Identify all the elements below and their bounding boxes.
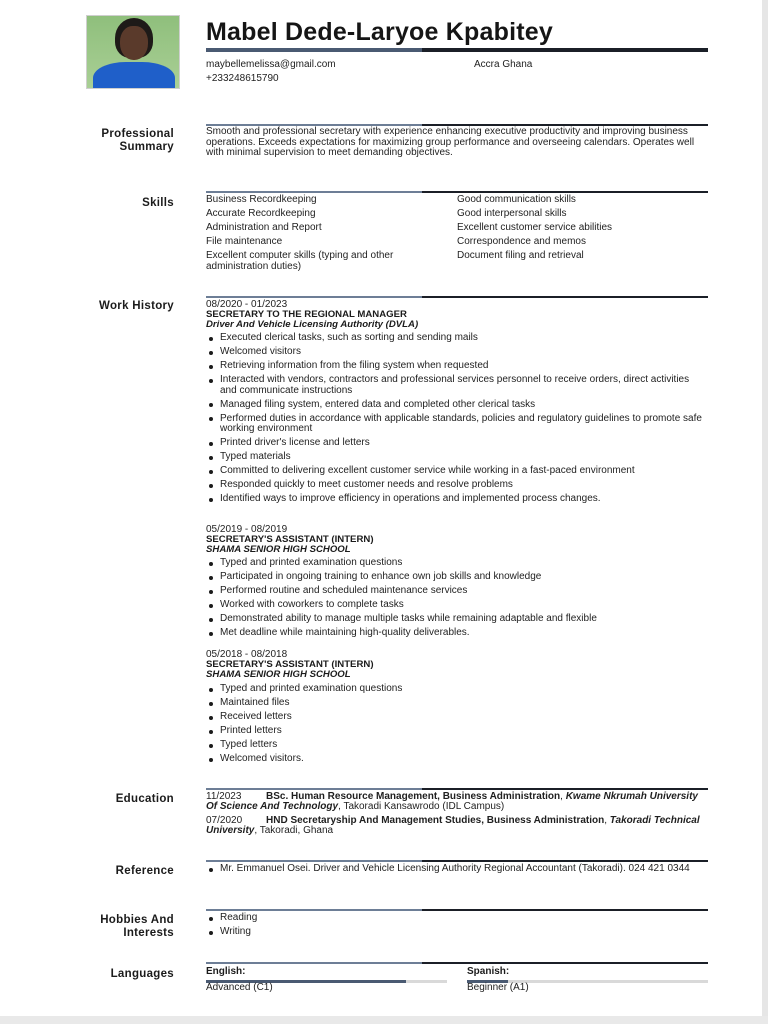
list-item: Mr. Emmanuel Osei. Driver and Vehicle Licensing Authority Regional Accountant (Takoradi). 024 421 0344 [206, 864, 696, 875]
list-item: Participated in ongoing training to enhance own job skills and knowledge [206, 572, 708, 583]
name-divider [206, 48, 708, 52]
candidate-name: Mabel Dede-Laryoe Kpabitey [206, 18, 553, 46]
section-title-languages: Languages [110, 968, 174, 980]
education-date: 07/2020 [206, 815, 243, 826]
contact-location: Accra Ghana [474, 59, 533, 70]
contact-phone[interactable]: +233248615790 [206, 73, 279, 84]
list-item: Responded quickly to meet customer needs and resolve problems [206, 480, 708, 491]
profile-photo [86, 15, 180, 89]
job-company: Driver And Vehicle Licensing Authority (DVLA) [206, 319, 419, 330]
list-item: Typed letters [206, 740, 708, 751]
job-dates: 08/2020 - 01/2023 [206, 299, 288, 310]
hobbies-divider [206, 909, 708, 911]
job-title: SECRETARY'S ASSISTANT (INTERN) [206, 659, 374, 670]
reference-list [206, 864, 696, 875]
job-dates: 05/2019 - 08/2019 [206, 524, 288, 535]
list-item: Managed filing system, entered data and completed other clerical tasks [206, 400, 708, 411]
list-item: Committed to delivering excellent customer service while working in a fast-paced environment [206, 466, 708, 477]
skills-divider [206, 191, 708, 193]
skill-item: Good interpersonal skills [457, 208, 567, 219]
job-company: SHAMA SENIOR HIGH SCHOOL [206, 544, 351, 555]
list-item: Maintained files [206, 698, 708, 709]
language-level: Advanced (C1) [206, 982, 273, 993]
summary-text: Smooth and professional secretary with experience enhancing executive productivity and improving business operations. Exceeds expectations for maximizing group performance and overseeing calendars. Operates well with minimal supervision to meet demanding objectives. [206, 126, 695, 158]
education-date: 11/2023 [206, 791, 242, 802]
list-item: Writing [206, 927, 708, 938]
languages-divider [206, 962, 708, 964]
list-item: Typed and printed examination questions [206, 558, 708, 569]
list-item: Performed duties in accordance with applicable standards, policies and regulatory guidelines to promote safe working environment [206, 414, 708, 435]
education-entry: 07/2020 HND Secretaryship And Management Studies, Business Administration, Takoradi Technical University, Takoradi, Ghana [206, 815, 700, 836]
list-item: Worked with coworkers to complete tasks [206, 600, 708, 611]
job-company: SHAMA SENIOR HIGH SCHOOL [206, 669, 351, 680]
skill-item: Business Recordkeeping [206, 194, 317, 205]
education-school: Takoradi Technical University [206, 815, 700, 836]
contact-email[interactable]: maybellemelissa@gmail.com [206, 59, 336, 70]
job-duties-list [206, 684, 708, 765]
job-title: SECRETARY TO THE REGIONAL MANAGER [206, 309, 407, 320]
list-item: Executed clerical tasks, such as sorting and sending mails [206, 333, 708, 344]
list-item: Typed materials [206, 452, 708, 463]
list-item: Reading [206, 913, 708, 924]
education-school: Kwame Nkrumah University Of Science And Technology [206, 791, 698, 812]
skill-item: Excellent computer skills (typing and other administration duties) [206, 250, 394, 272]
section-title-education: Education [115, 793, 174, 805]
section-title-summary: Professional Summary [101, 128, 174, 153]
list-item: Typed and printed examination questions [206, 684, 708, 695]
language-name: Spanish: [467, 966, 510, 977]
education-entry: 11/2023 BSc. Human Resource Management, Business Administration, Kwame Nkrumah University Of Science And Technology, Takoradi Kansawrodo (IDL Campus) [206, 791, 698, 812]
skill-item: File maintenance [206, 236, 283, 247]
list-item: Identified ways to improve efficiency in operations and implemented process changes. [206, 494, 708, 505]
list-item: Welcomed visitors. [206, 754, 708, 765]
education-location: , Takoradi Kansawrodo (IDL Campus) [338, 801, 505, 812]
list-item: Demonstrated ability to manage multiple tasks while remaining adaptable and flexible [206, 614, 708, 625]
list-item: Received letters [206, 712, 708, 723]
language-name: English: [206, 966, 246, 977]
skill-item: Excellent customer service abilities [457, 222, 613, 233]
skill-item: Good communication skills [457, 194, 576, 205]
list-item: Interacted with vendors, contractors and professional services personnel to receive orders, direct activities and communicate instructions [206, 375, 708, 396]
list-item: Welcomed visitors [206, 347, 708, 358]
education-divider [206, 788, 708, 790]
hobbies-list [206, 913, 708, 938]
job-duties-list [206, 333, 708, 505]
list-item: Performed routine and scheduled maintenance services [206, 586, 708, 597]
page-gap [0, 1016, 768, 1024]
skill-item: Accurate Recordkeeping [206, 208, 316, 219]
skill-item: Administration and Report [206, 222, 322, 233]
list-item: Retrieving information from the filing system when requested [206, 361, 708, 372]
job-duties-list [206, 558, 708, 639]
skill-item: Document filing and retrieval [457, 250, 584, 261]
work-divider [206, 296, 708, 298]
list-item: Met deadline while maintaining high-quality deliverables. [206, 628, 708, 639]
section-title-skills: Skills [142, 197, 174, 209]
job-title: SECRETARY'S ASSISTANT (INTERN) [206, 534, 374, 545]
education-degree: HND Secretaryship And Management Studies, Business Administration [266, 815, 605, 826]
skill-item: Correspondence and memos [457, 236, 586, 247]
education-location: , Takoradi, Ghana [254, 825, 334, 836]
reference-divider [206, 860, 708, 862]
job-dates: 05/2018 - 08/2018 [206, 649, 288, 660]
language-level: Beginner (A1) [467, 982, 529, 993]
section-title-reference: Reference [115, 865, 174, 877]
list-item: Printed driver's license and letters [206, 438, 708, 449]
section-title-hobbies: Hobbies And Interests [100, 914, 174, 939]
list-item: Printed letters [206, 726, 708, 737]
section-title-work: Work History [99, 300, 174, 312]
education-degree: BSc. Human Resource Management, Business Administration [266, 791, 561, 802]
